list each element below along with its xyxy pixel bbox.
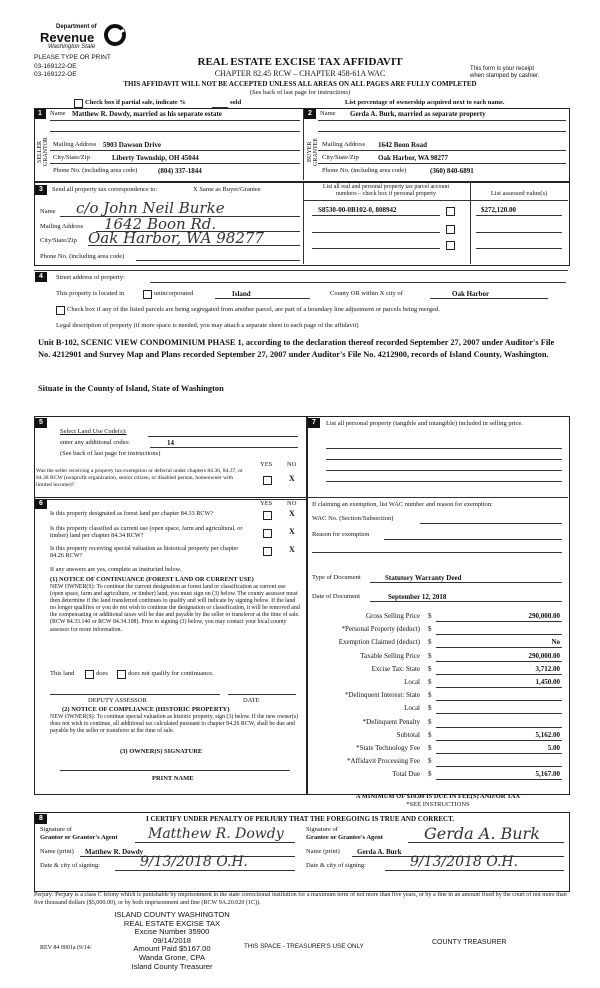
deputy-assessor-label: DEPUTY ASSESSOR — [88, 697, 147, 704]
dollar-sign: $ — [428, 651, 432, 660]
tax-row-value[interactable]: 1,450.00 — [535, 678, 560, 686]
does-label: does — [96, 670, 108, 677]
buyer-side-label: BUYER GRANTEE — [307, 138, 319, 166]
tax-row-value[interactable]: 290,000.00 — [528, 651, 560, 660]
stamp-line-7: Island County Treasurer — [131, 961, 213, 971]
section-8-marker: 8 — [35, 814, 47, 824]
historic-no-mark[interactable]: X — [289, 545, 295, 554]
corr-name-label: Name — [40, 208, 56, 215]
seller-mailing-field[interactable]: 5903 Dawson Drive — [103, 141, 161, 149]
grantor-agent-label: Grantor or Grantor's Agent — [40, 834, 118, 841]
buyer-phone-label: Phone No. (including area code) — [322, 167, 407, 174]
corr-mailing-label: Mailing Address — [40, 223, 84, 230]
parcel-3-personal-checkbox[interactable] — [446, 241, 455, 250]
grantee-signature[interactable]: Gerda A. Burk — [424, 824, 540, 843]
section-1-marker: 1 — [34, 109, 46, 119]
stamp-line-4: 09/14/2018 — [152, 935, 191, 945]
exemption-claim-label: If claiming an exemption, list WAC number and reason for exemption: — [312, 501, 493, 508]
receipt-note-1: This form is your receipt — [470, 66, 535, 72]
grantee-print-name[interactable]: Gerda A. Burk — [357, 848, 402, 856]
seller-phone-label: Phone No. (including area code) — [53, 167, 138, 174]
additional-code-field[interactable]: 14 — [167, 439, 174, 447]
tax-row-label: *State Technology Fee — [356, 744, 420, 752]
unincorporated-label: unincorporated — [154, 290, 194, 297]
partial-sale-checkbox[interactable] — [74, 99, 83, 108]
buyer-phone-field[interactable]: (360) 840-6891 — [430, 167, 474, 175]
tax-row-value[interactable]: 290,000.00 — [528, 612, 560, 620]
grantor-print-label: Name (print) — [40, 848, 74, 855]
seller-name-label: Name — [50, 110, 66, 117]
does-qualify-checkbox[interactable] — [85, 670, 94, 679]
historic-yes-checkbox[interactable] — [263, 547, 272, 556]
grantor-date-city[interactable]: 9/13/2018 O.H. — [140, 854, 249, 870]
section-3-marker: 3 — [35, 185, 47, 195]
tax-row-label: *Affidavit Processing Fee — [347, 757, 420, 766]
assessed-value-header: List assessed value(s) — [490, 190, 548, 197]
no-header-6: NO — [287, 500, 297, 507]
county-field[interactable]: Island — [232, 290, 251, 298]
tax-row-label: Excise Tax: State — [371, 664, 420, 673]
agency-line3: Washington State — [48, 44, 96, 50]
buyer-name-field[interactable]: Gerda A. Burk, married as separate property — [350, 110, 486, 118]
buyer-city-label: City/State/Zip — [322, 154, 359, 161]
form-chapter: CHAPTER 82.45 RCW – CHAPTER 458-61A WAC — [214, 69, 386, 78]
revenue-logo-icon — [104, 24, 126, 46]
stamp-line-2: REAL ESTATE EXCISE TAX — [123, 918, 221, 928]
dollar-sign: $ — [428, 678, 432, 686]
notice-1-body: NEW OWNER(S): To continue the current designation as forest land or classification as current use (open space, farm and agriculture, or timber) land, you must sign on (3) below. The county assessor must then determine if the land transferred continues to qualify and will indicate by signing below. If the land no longer qualifies or you do not wish to continue the designation or classification, it will be removed and the compensating or additional taxes will be due and payable by the seller or transferor at the time of sale. (RCW 84.33.140 or RCW 84.34.108). Prior to signing (3) below, you may contact your local county assessor for more information. — [50, 584, 300, 633]
seller-name-field[interactable]: Matthew R. Dowdy, married as his separate estate — [72, 110, 222, 118]
partial-sale-label: Check box if partial sale, indicate % — [85, 99, 186, 106]
correspondence-label: Send all property tax correspondence to: — [52, 186, 158, 193]
dollar-sign: $ — [428, 664, 432, 673]
boundary-checkbox[interactable] — [56, 306, 65, 315]
wac-label: WAC No. (Section/Subsection) — [312, 515, 394, 522]
dollar-sign: $ — [428, 744, 432, 752]
owner-signature-label: (3) OWNER(S) SIGNATURE — [120, 748, 203, 755]
forest-no-mark[interactable]: X — [289, 509, 295, 518]
parcel-number-1[interactable]: S8530-00-0B102-0, 808942 — [318, 206, 397, 214]
grantor-print-name[interactable]: Matthew R. Dowdy — [85, 848, 144, 856]
certify-statement: I CERTIFY UNDER PENALTY OF PERJURY THAT THE FOREGOING IS TRUE AND CORRECT. — [145, 815, 454, 823]
section-4-marker: 4 — [35, 272, 47, 282]
minimum-due-note: A MINIMUM OF $10.00 IS DUE IN FEE(S) AND/OR TAX — [355, 793, 521, 800]
current-use-question: Is this property classified as current use (open space, farm and agricultural, or timber) land per chapter 84.34 RCW? — [50, 525, 243, 539]
dollar-sign: $ — [428, 625, 432, 634]
document-type-field[interactable]: Statutory Warranty Deed — [385, 574, 462, 582]
dollar-sign: $ — [428, 638, 432, 647]
sold-label: sold — [230, 99, 242, 106]
forest-question: Is this property designated as forest land per chapter 84.33 RCW? — [50, 510, 214, 517]
dollar-sign: $ — [428, 757, 432, 766]
corr-mailing-field[interactable]: 1642 Boon Rd. — [104, 215, 217, 233]
seller-phone-field[interactable]: (804) 337-1844 — [158, 167, 202, 175]
assessed-value-1[interactable]: $272,120.00 — [481, 206, 516, 214]
tax-row-label: Subtotal — [396, 730, 420, 739]
land-use-see-back: (See back of last page for instructions) — [60, 450, 161, 457]
please-type: PLEASE TYPE OR PRINT — [34, 54, 111, 61]
dollar-sign: $ — [428, 717, 432, 726]
tax-row-label: *Delinquent Penalty — [362, 717, 420, 726]
treasurer-use-only: THIS SPACE - TREASURER'S USE ONLY — [244, 943, 364, 950]
grantee-print-label: Name (print) — [306, 848, 340, 855]
seller-city-label: City/State/Zip — [53, 154, 90, 161]
buyer-mailing-field[interactable]: 1642 Boon Road — [378, 141, 428, 149]
personal-property-label: List all personal property (tangible and intangible) included in selling price. — [326, 420, 523, 427]
form-code-1: 03-169122-OE — [34, 63, 77, 70]
tax-row-label: Exemption Claimed (deduct) — [338, 638, 420, 647]
corr-city-field[interactable]: Oak Harbor, WA 98277 — [88, 229, 264, 247]
historic-question: Is this property receiving special valuation as historical property per chapter 84.26 RCW? — [50, 545, 239, 559]
tax-row-label: *Delinquent Interest: State — [344, 691, 420, 700]
tax-row-label: Total Due — [392, 770, 420, 779]
tax-row-label: Gross Selling Price — [365, 612, 420, 620]
tax-row-value[interactable]: 5,162.00 — [535, 730, 560, 739]
parcel-2-personal-checkbox[interactable] — [446, 225, 455, 234]
grantor-sig-label: Signature of — [40, 826, 72, 833]
current-use-yes-checkbox[interactable] — [263, 529, 272, 538]
county-city-label: County OR within X city of — [330, 290, 403, 297]
tax-row-label: *Personal Property (deduct) — [341, 625, 420, 634]
buyer-city-field[interactable]: Oak Harbor, WA 98277 — [378, 154, 449, 162]
form-title: REAL ESTATE EXCISE TAX AFFIDAVIT — [197, 56, 403, 68]
grantee-sig-label: Signature of — [306, 826, 338, 833]
assessor-date-label: DATE — [243, 697, 260, 704]
section-6-marker: 6 — [35, 499, 47, 509]
grantee-agent-label: Grantee or Grantee's Agent — [306, 834, 383, 841]
exemption-question: Was the seller receiving a property tax exemption or deferral under chapters 84.36, 84.37, or 84.38 RCW (nonprofit organization, senior citizen, or disabled person, homeowner with limited income)? — [36, 468, 243, 488]
tax-row-value[interactable]: 5,167.00 — [535, 770, 560, 779]
parcel-1-personal-checkbox[interactable] — [446, 207, 455, 216]
grantee-date-label: Date & city of signing: — [306, 862, 366, 869]
exemption-no-mark[interactable]: X — [289, 474, 295, 483]
agency-line1: Department of — [56, 24, 97, 30]
corr-name-field[interactable]: c/o John Neil Burke — [76, 199, 225, 217]
grantor-signature[interactable]: Matthew R. Dowdy — [148, 826, 284, 842]
tax-row-label: Local — [404, 678, 420, 686]
tax-row-value[interactable]: 5.00 — [547, 744, 560, 752]
situate-text[interactable]: Situate in the County of Island, State of Washington — [38, 384, 224, 393]
dollar-sign: $ — [428, 704, 432, 713]
street-address-label: Street address of property: — [56, 274, 125, 281]
notice-2-title: (2) NOTICE OF COMPLIANCE (HISTORIC PROPERTY) — [62, 706, 230, 713]
tax-row-value[interactable]: 3,712.00 — [535, 664, 560, 673]
yes-header-6: YES — [260, 500, 273, 507]
notice-1-title: (1) NOTICE OF CONTINUANCE (FOREST LAND OR CURRENT USE) — [50, 576, 254, 583]
agency-logo-text: Revenue — [40, 30, 95, 45]
buyer-name-label: Name — [320, 110, 336, 117]
stamp-line-3: Excise Number 35900 — [134, 927, 210, 937]
does-not-qualify-checkbox[interactable] — [117, 670, 126, 679]
exemption-yes-checkbox[interactable] — [263, 476, 272, 485]
tax-row-value[interactable]: No — [551, 638, 560, 647]
seller-city-field[interactable]: Liberty Township, OH 45044 — [112, 154, 199, 162]
seller-mailing-label: Mailing Address — [53, 141, 97, 148]
perjury-notice: Perjury: Perjury is a class C felony which is punishable by imprisonment in the state correctional institution for a maximum term of not more than five years, or by a fine in an amount fixed by the court of not more than five thousand dollars ($5,000.00), or by both imprisonment and fine (RCW 9A.20.020 (1C)). — [34, 892, 567, 906]
dollar-sign: $ — [428, 730, 432, 739]
document-type-label: Type of Document — [312, 574, 361, 581]
forest-yes-checkbox[interactable] — [263, 511, 272, 520]
stamp-line-6: Wanda Grone, CPA — [138, 952, 206, 962]
grantor-date-label: Date & city of signing: — [40, 862, 100, 869]
dollar-sign: $ — [428, 691, 432, 700]
additional-codes-label: enter any additional codes: — [60, 439, 130, 446]
ownership-pct-note: List percentage of ownership acquired next to each name. — [345, 99, 505, 106]
receipt-note-2: when stamped by cashier. — [470, 73, 540, 79]
seller-side-label: SELLER GRANTOR — [37, 137, 49, 167]
yes-instructions: If any answers are yes, complete as instructed below. — [50, 566, 182, 573]
dollar-sign: $ — [428, 612, 432, 620]
stamp-line-5: Amount Paid $5167.00 — [133, 944, 211, 954]
form-warning: THIS AFFIDAVIT WILL NOT BE ACCEPTED UNLESS ALL AREAS ON ALL PAGES ARE FULLY COMPLETED — [123, 80, 477, 88]
form-code-2: 03-169122-OE — [34, 71, 77, 78]
buyer-mailing-label: Mailing Address — [322, 141, 366, 148]
see-instructions-note: *SEE INSTRUCTIONS — [406, 801, 470, 808]
unincorporated-checkbox[interactable] — [143, 290, 152, 299]
county-treasurer-label: COUNTY TREASURER — [432, 939, 507, 946]
see-back: (See back of last page for instructions) — [249, 89, 351, 96]
stamp-line-1: ISLAND COUNTY WASHINGTON — [114, 910, 230, 919]
print-name-label: PRINT NAME — [152, 775, 194, 782]
this-land-label: This land — [50, 670, 75, 677]
current-use-no-mark[interactable]: X — [289, 527, 295, 536]
notice-2-body: NEW OWNER(S): To continue special valuation as historic property, sign (3) below. If the new owner(s) does not wish to continue, all additional tax calculated pursuant to chapter 84.26 RCW, shall be due and payable by the seller or transferor at the time of sale. — [50, 714, 299, 735]
same-as-buyer: X Same as Buyer/Grantee — [193, 186, 261, 193]
city-field[interactable]: Oak Harbor — [452, 290, 490, 298]
yes-header-5: YES — [260, 461, 273, 468]
parcels-header-2: numbers – check box if personal property — [336, 191, 436, 197]
dollar-sign: $ — [428, 770, 432, 779]
no-header-5: NO — [287, 461, 297, 468]
section-2-marker: 2 — [304, 109, 316, 119]
tax-row-label: Local — [404, 704, 420, 713]
does-not-label: does not qualify for continuance. — [128, 670, 214, 677]
grantee-date-city[interactable]: 9/13/2018 O.H. — [410, 854, 519, 870]
corr-city-label: City/State/Zip — [40, 237, 77, 244]
legal-desc-label: Legal description of property (if more space is needed, you may attach a separate sheet to each page of the affidavit) — [56, 322, 359, 329]
land-use-label: Select Land Use Code(s): — [60, 428, 127, 435]
document-date-field[interactable]: September 12, 2018 — [388, 593, 447, 601]
tax-row-label: Taxable Selling Price — [360, 651, 420, 660]
section-5-marker: 5 — [35, 418, 47, 428]
document-date-label: Date of Document — [312, 593, 361, 600]
legal-description[interactable]: Unit B-102, SCENIC VIEW CONDOMINIUM PHASE 1, according to the declaration thereof recorded September 27, 2007 under Auditor's File No. 4212901 and Survey Map and Plans recorded September 27, 2007 under Auditor's File No. 4212900, records of Island County, Washington. — [38, 338, 555, 359]
corr-phone-label: Phone No. (including area code) — [40, 253, 125, 260]
section-7-marker: 7 — [308, 418, 320, 428]
parcels-header-1: List all real and personal property tax parcel account — [322, 184, 450, 190]
located-in-label: This property is located in — [56, 290, 125, 297]
boundary-label: Check box if any of the listed parcels are being segregated from another parcel, are part of a boundary line adjustment or parcels being merged. — [67, 306, 440, 313]
exemption-reason-label: Reason for exemption — [312, 531, 370, 538]
treasurer-stamp — [96, 911, 248, 971]
rev-form-number: REV 84 0001a (9/14/ — [40, 945, 92, 951]
